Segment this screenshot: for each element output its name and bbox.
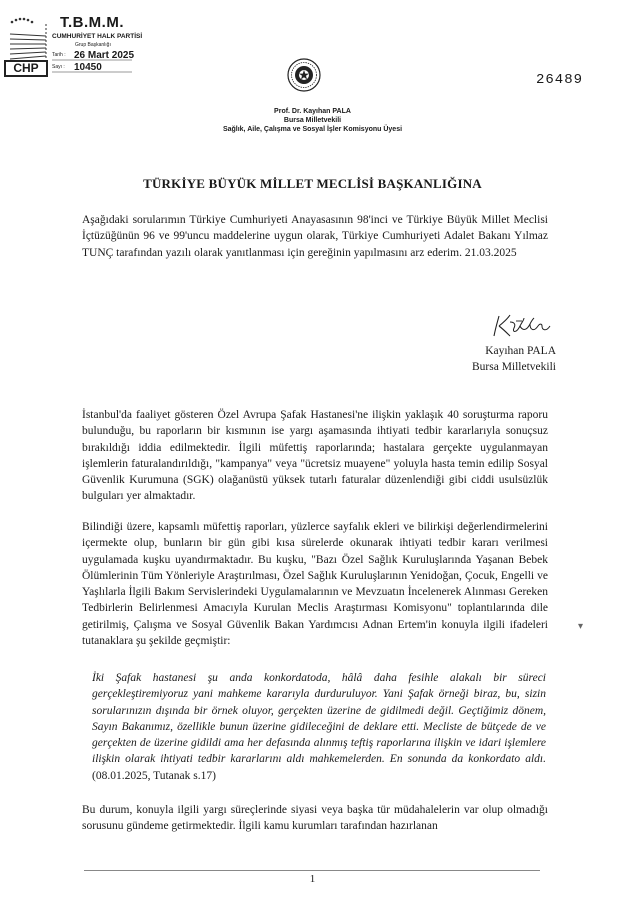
stamp-tbmm: T.B.M.M. — [60, 14, 124, 31]
stamp-date-label: Tarih : — [52, 52, 66, 58]
signatory-name: Kayıhan PALA — [485, 345, 556, 357]
margin-mark: ▾ — [578, 621, 584, 632]
body-paragraph: Bilindiği üzere, kapsamlı müfettiş raporları, yüzlerce sayfalık ekleri ve bilirkişi değerlendirmelerini içermekte olup, bunların bir gün gibi kısa sürelerde okunarak ihtiyati tedbir kararı verilmesi uygulamada kuşku uyandırmaktadır. Bu kuşku, "Bazı Özel Sağlık Kuruluşlarında Yaşanan Bebek Ölümlerinin Tüm Yönleriyle Araştırılması, Özel Sağlık Kuruluşlarının Yenidoğan, Çocuk, Engelli ve Yaşlılarla İlgili Bakım Servislerindeki Uygulamalarının ve Mevzuatın İncelenerek Alınması Gereken Tedbirlerin Belirlenmesi Amacıyla Kurulan Meclis Araştırması Komisyonu" toplantılarında dile getirilmiş, Çalışma ve Sosyal Güvenlik Bakan Yardımcısı Adnan Ertem'in konuyla ilgili ifadeleri tutanaklara şu şekilde geçmiştir: — [82, 521, 548, 648]
quote-citation: (08.01.2025, Tutanak s.17) — [92, 769, 216, 782]
footer-rule — [84, 870, 540, 871]
body-paragraph: İstanbul'da faaliyet gösteren Özel Avrupa Şafak Hastanesi'ne ilişkin yaklaşık 40 soruşturma raporu bulunduğu, bu raporların bir kısmının ise yargı aşamasında ihtiyati tedbir kararlarıyla sonuçsuz bırakıldığı iddia edilmektedir. İlgili müfettiş raporlarında; hastalara gerçekte uygulanmayan işlemlerin faturalandırıldığı, "kampanya" veya "ücretsiz muayene" yoluyla hasta temin edilip Sosyal Güvenlik Kurumuna (SGK) olağanüstü yüksek tutarlı faturalar düzenlendiği gibi ciddi usulsüzlük bulguları yer almaktadır. — [82, 409, 548, 503]
closing-paragraph: Bu durum, konuyla ilgili yargı süreçlerinde siyasi veya başka tür müdahalelerin var olup olmadığı sorusunu gündeme getirmektedir. İlgili kamu kurumları tarafından hazırlanan — [82, 804, 548, 833]
stamp-number: 10450 — [74, 62, 102, 73]
signatory-title: Bursa Milletvekili — [471, 361, 556, 373]
parliament-emblem-icon — [287, 58, 321, 92]
intro-paragraph: Aşağıdaki sorularımın Türkiye Cumhuriyeti Anayasasının 98'inci ve Türkiye Büyük Millet Meclisi İçtüzüğünün 96 ve 99'uncu maddelerine uygun olarak, Türkiye Cumhuriyeti Adalet Bakanı Yılmaz TUNÇ tarafından yazılı olarak yanıtlanması için gereğinin yapılmasını arz ederim. 21.03.2025 — [82, 214, 548, 259]
author-committee: Sağlık, Aile, Çalışma ve Sosyal İşler Komisyonu Üyesi — [222, 126, 403, 133]
quoted-statement — [92, 670, 546, 784]
stamp-party: CUMHURİYET HALK PARTİSİ — [52, 33, 143, 40]
stamp-number-label: Sayı : — [52, 64, 65, 70]
handwritten-signature — [486, 312, 566, 340]
chp-logo-box: CHP — [4, 60, 48, 77]
stamp-group: Grup Başkanlığı — [75, 42, 111, 48]
stamp-date: 26 Mart 2025 — [74, 50, 135, 61]
author-name: Prof. Dr. Kayıhan PALA — [274, 108, 351, 115]
document-heading: TÜRKİYE BÜYÜK MİLLET MECLİSİ BAŞKANLIĞINA — [143, 176, 482, 191]
author-title: Bursa Milletvekili — [283, 117, 342, 124]
document-number: 26489 — [536, 72, 584, 88]
page-number: 1 — [309, 873, 316, 885]
quote-text: İki Şafak hastanesi şu anda konkordatoda, hâlâ daha fesihle alakalı bir süreci gerçekleştiremiyoruz yani mahkeme kararıyla durduruluyor. Yani Şafak örneği biraz, bu, sizin sorularınızın dışında bir örnek oluyor, gerçekten üzerine de gidilmedi değil. Geçtiğimiz dönem, Sayın Bakanımız, özellikle bunun üzerine gidileceğini de deklare etti. Mecliste de bütçede de ve gerçekten de üzerine gidildi ama her defasında alınmış teftiş raporlarına ilişkin ve idari işlemlere ilişkin olarak ihtiyati tedbir kararlarını aldı mahkemelerden. En sonunda da konkordato aldı. — [92, 672, 546, 766]
